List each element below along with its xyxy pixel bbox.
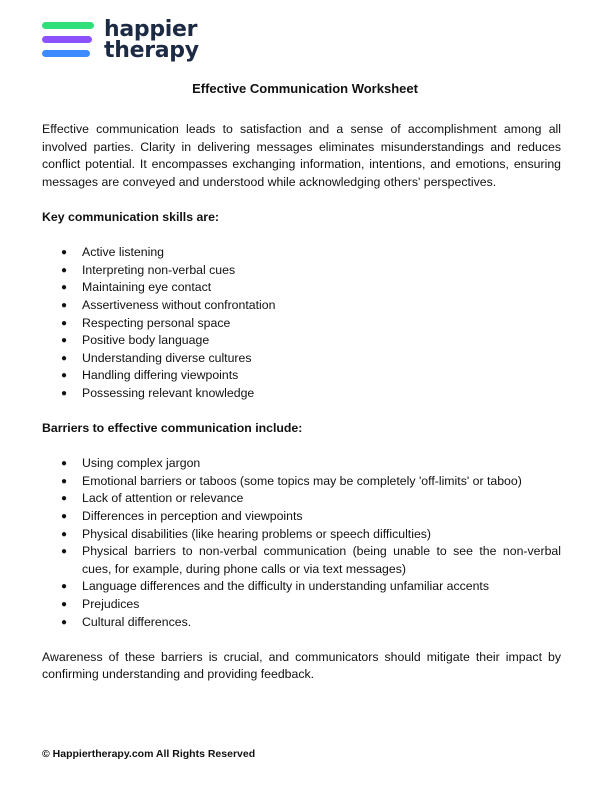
list-item [42,490,561,508]
list-item-text: Assertiveness without confrontation [82,297,276,312]
logo-mark-icon [42,18,94,62]
logo-wordmark [104,19,199,61]
list-item-text: Handling differing viewpoints [82,368,239,383]
list-item [42,614,561,632]
list-item-text: Differences in perception and viewpoints [82,509,303,524]
list-item [42,332,561,350]
list-item-text: Respecting personal space [82,315,231,330]
list-item [42,315,561,333]
list-item [42,367,561,385]
bullet-icon: ● [61,370,68,382]
bullet-icon: ● [61,616,68,628]
list-item [42,578,561,596]
list-item-text: Maintaining eye contact [82,280,212,295]
barriers-list [42,455,561,631]
list-item [42,455,561,473]
list-item-text: Interpreting non-verbal cues [82,262,236,277]
list-item [42,244,561,262]
bullet-icon: ● [61,317,68,329]
list-item-text: Emotional barriers or taboos (some topics may be completely 'off-limits' or taboo) [82,473,522,488]
bullet-icon: ● [61,599,68,611]
bullet-icon: ● [61,335,68,347]
bullet-icon: ● [61,458,68,470]
bullet-icon: ● [61,387,68,399]
list-item [42,279,561,297]
copyright-footer: © Happiertherapy.com All Rights Reserved [42,748,256,760]
list-item-text: Understanding diverse cultures [82,350,252,365]
list-item-text: Using complex jargon [82,456,201,471]
list-item-text: Possessing relevant knowledge [82,385,255,400]
worksheet-body [42,121,561,684]
list-item [42,526,561,544]
bullet-icon: ● [61,511,68,523]
list-item [42,543,561,578]
bullet-icon: ● [61,282,68,294]
list-item [42,473,561,491]
list-item-text: Positive body language [82,333,210,348]
bullet-icon: ● [61,299,68,311]
skills-heading: Key communication skills are: [42,209,220,224]
list-item [42,596,561,614]
logo-bar-purple [42,36,92,43]
bullet-icon: ● [61,546,68,558]
barriers-heading: Barriers to effective communication include: [42,421,303,436]
bullet-icon: ● [61,581,68,593]
list-item-text: Physical barriers to non-verbal communication (being unable to see the non-verbal cues, for example, during phone calls or via text messages) [82,544,561,576]
bullet-icon: ● [61,475,68,487]
closing-paragraph: Awareness of these barriers is crucial, and communicators should mitigate their impact by confirming understanding and providing feedback. [42,649,561,682]
bullet-icon: ● [61,247,68,259]
bullet-icon: ● [61,352,68,364]
list-item-text: Active listening [82,245,165,260]
page-title: Effective Communication Worksheet [192,81,418,96]
list-item-text: Prejudices [82,597,140,612]
logo-bar-blue [42,50,90,57]
list-item [42,297,561,315]
list-item-text: Language differences and the difficulty in understanding unfamiliar accents [82,579,489,594]
list-item [42,385,561,403]
brand-logo [42,18,199,62]
logo-line-2: therapy [104,38,199,63]
list-item [42,262,561,280]
intro-paragraph: Effective communication leads to satisfaction and a sense of accomplishment among all involved parties. Clarity in delivering messages eliminates misunderstandings and reduces conflict potential. It encompasses exchanging information, intentions, and emotions, ensuring messages are conveyed and understood while acknowledging others' perspectives. [42,122,561,189]
list-item [42,350,561,368]
bullet-icon: ● [61,264,68,276]
skills-list [42,244,561,402]
list-item-text: Cultural differences. [82,614,192,629]
logo-line-1: happier [104,17,198,42]
logo-bar-green [42,22,94,29]
list-item-text: Lack of attention or relevance [82,491,244,506]
bullet-icon: ● [61,528,68,540]
bullet-icon: ● [61,493,68,505]
list-item-text: Physical disabilities (like hearing problems or speech difficulties) [82,526,432,541]
list-item [42,508,561,526]
